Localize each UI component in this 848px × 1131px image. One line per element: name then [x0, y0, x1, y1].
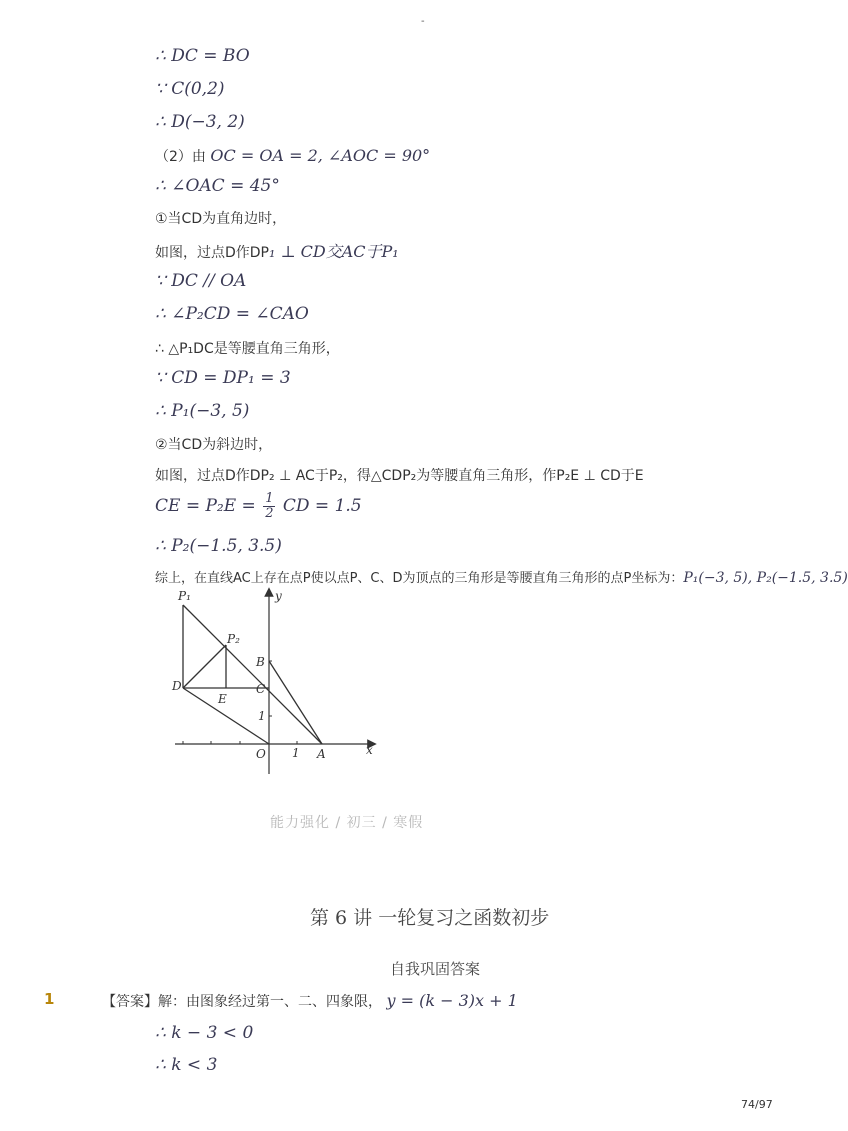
solution-line-14: 如图，过点D作DP₂ ⊥ AC于P₂，得△CDP₂为等腰直角三角形，作P₂E ⊥ CD于E — [155, 468, 644, 484]
label-d: D — [172, 679, 182, 693]
solution-line-9: ∴ ∠P₂CD = ∠CAO — [155, 304, 309, 324]
solution-line-13: ②当CD为斜边时， — [155, 437, 273, 453]
label-one-x: 1 — [292, 746, 300, 760]
page-number: 74/97 — [741, 1098, 773, 1111]
line-ac — [183, 605, 322, 744]
label-o: O — [256, 747, 266, 761]
answer-step-2: ∴ k < 3 — [155, 1055, 218, 1075]
solution-line-15 — [155, 492, 362, 521]
fraction-denominator: 2 — [265, 506, 274, 521]
fraction-one-half — [263, 492, 275, 521]
label-p2: P₂ — [227, 632, 240, 646]
label-x: x — [366, 743, 373, 757]
fraction-numerator: 1 — [265, 491, 274, 506]
solution-line-4-math: OC = OA = 2, ∠AOC = 90° — [210, 146, 431, 165]
segment-d-p2 — [183, 645, 226, 688]
solution-line-6: ①当CD为直角边时， — [155, 211, 287, 227]
footer-brand: 能力强化 / 初三 / 寒假 — [270, 815, 424, 831]
solution-line-10: ∴ △P₁DC是等腰直角三角形， — [155, 341, 340, 357]
solution-line-17-text: 综上，在直线AC上存在点P使以点P、C、D为顶点的三角形是等腰直角三角形的点P坐标为： — [155, 571, 684, 586]
header-mark: - — [421, 16, 425, 27]
answer-text: 解：由图象经过第一、二、四象限， — [158, 994, 382, 1010]
solution-line-7 — [155, 239, 399, 262]
segment-b-a — [269, 661, 322, 744]
answer-line — [102, 991, 518, 1011]
lesson-title: 第 6 讲 一轮复习之函数初步 — [310, 907, 550, 929]
solution-line-17-math: P₁(−3, 5), P₂(−1.5, 3.5) — [683, 570, 848, 586]
solution-line-15-left: CE = P₂E = — [155, 496, 256, 516]
solution-line-12: ∴ P₁(−3, 5) — [155, 401, 250, 421]
answer-tag: 【答案】 — [102, 994, 158, 1010]
section-title: 自我巩固答案 — [390, 960, 481, 978]
solution-line-11: ∵ CD = DP₁ = 3 — [155, 368, 291, 388]
solution-line-1: ∴ DC = BO — [155, 46, 250, 66]
solution-line-7-math: ₁ ⊥ CD交AC于P₁ — [269, 242, 399, 261]
solution-line-4 — [155, 146, 430, 166]
solution-line-17 — [155, 567, 848, 586]
answer-function: y = (k − 3)x + 1 — [386, 991, 518, 1010]
solution-line-16: ∴ P₂(−1.5, 3.5) — [155, 536, 282, 556]
solution-line-8: ∵ DC // OA — [155, 271, 247, 291]
answer-step-1: ∴ k − 3 < 0 — [155, 1023, 254, 1043]
label-c: C — [256, 682, 266, 696]
label-p1: P₁ — [178, 589, 191, 603]
geometry-figure — [170, 586, 380, 776]
solution-line-4-text: （2）由 — [155, 149, 206, 165]
label-y: y — [275, 589, 282, 603]
solution-line-5: ∴ ∠OAC = 45° — [155, 176, 280, 196]
label-b: B — [256, 655, 265, 669]
label-e: E — [218, 692, 227, 706]
label-one-y: 1 — [258, 709, 266, 723]
solution-line-7-text: 如图，过点D作DP — [155, 245, 270, 261]
solution-line-2: ∵ C(0,2) — [155, 79, 225, 99]
solution-line-3: ∴ D(−3, 2) — [155, 112, 245, 132]
question-number: 1 — [44, 990, 55, 1008]
label-a: A — [317, 747, 326, 761]
solution-line-15-right: CD = 1.5 — [282, 496, 362, 516]
